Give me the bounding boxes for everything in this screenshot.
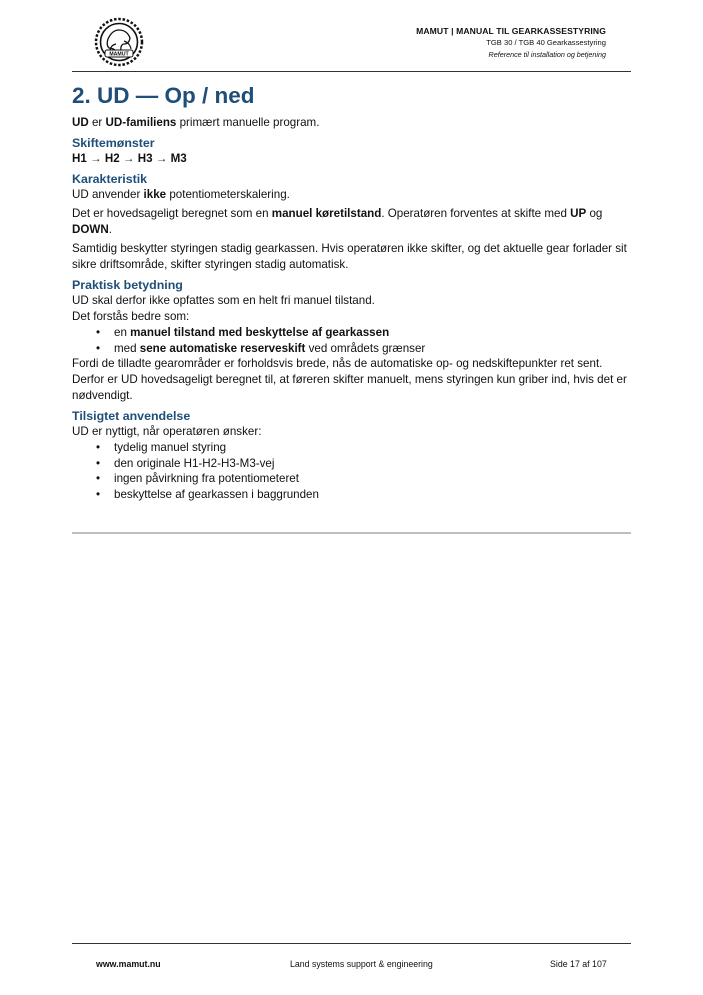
list-item: • med sene automatiske reserveskift ved områdets grænser bbox=[96, 341, 632, 357]
practical-list bbox=[72, 325, 632, 356]
list-item: • en manuel tilstand med beskyttelse af gearkassen bbox=[96, 325, 632, 341]
practical-line-1: UD skal derfor ikke opfattes som en helt fri manuel tilstand. bbox=[72, 294, 375, 307]
intro-paragraph: UD er UD-familiens primært manuelle program. bbox=[72, 116, 320, 129]
header-reference: Reference til installation og betjening bbox=[488, 50, 606, 59]
page-content bbox=[72, 80, 632, 502]
footer-rule bbox=[72, 943, 631, 944]
header-rule bbox=[72, 71, 631, 72]
footer-page-number: Side 17 af 107 bbox=[550, 959, 607, 969]
intended-use-intro: UD er nyttigt, når operatøren ønsker: bbox=[72, 425, 262, 438]
characteristics-heading: Karakteristik bbox=[72, 172, 148, 186]
intended-use-heading: Tilsigtet anvendelse bbox=[72, 409, 191, 423]
footer-tagline: Land systems support & engineering bbox=[290, 959, 433, 969]
shift-pattern-heading: Skiftemønster bbox=[72, 136, 155, 150]
mamut-logo bbox=[94, 17, 144, 67]
characteristics-paragraph-1: UD anvender ikke potentiometerskalering. bbox=[72, 188, 290, 201]
section-heading: 2. UD — Op / ned bbox=[72, 83, 255, 108]
characteristics-paragraph-2: Det er hovedsageligt beregnet som en manuel køretilstand. Operatøren forventes at skifte med UP og DOWN. bbox=[72, 207, 603, 236]
list-item: • ingen påvirkning fra potentiometeret bbox=[96, 471, 632, 487]
page-header bbox=[416, 25, 606, 61]
list-item: • beskyttelse af gearkassen i baggrunden bbox=[96, 487, 632, 503]
practical-heading: Praktisk betydning bbox=[72, 278, 183, 292]
header-subtitle: TGB 30 / TGB 40 Gearkassestyring bbox=[486, 38, 606, 47]
svg-text:MAMUT: MAMUT bbox=[109, 51, 129, 58]
section-end-rule bbox=[72, 532, 631, 534]
footer-website: www.mamut.nu bbox=[96, 959, 161, 969]
intended-use-list bbox=[72, 440, 632, 502]
practical-line-2: Det forstås bedre som: bbox=[72, 310, 190, 323]
header-title: MAMUT | MANUAL TIL GEARKASSESTYRING bbox=[416, 26, 606, 36]
list-item: • den originale H1-H2-H3-M3-vej bbox=[96, 456, 632, 472]
list-item: • tydelig manuel styring bbox=[96, 440, 632, 456]
shift-pattern-text: H1 → H2 → H3 → M3 bbox=[72, 152, 187, 165]
practical-after-paragraph: Fordi de tilladte gearområder er forholdsvis brede, nås de automatiske op- og nedskiftepunkter ret sent. Derfor er UD hovedsageligt beregnet til, at føreren skifter manuelt, mens styringen kun griber ind, hvis det er nødvendigt. bbox=[72, 357, 627, 402]
characteristics-paragraph-3: Samtidig beskytter styringen stadig gearkassen. Hvis operatøren ikke skifter, og det aktuelle gear forlader sit sikre driftsområde, skifter styringen stadig automatisk. bbox=[72, 242, 627, 271]
